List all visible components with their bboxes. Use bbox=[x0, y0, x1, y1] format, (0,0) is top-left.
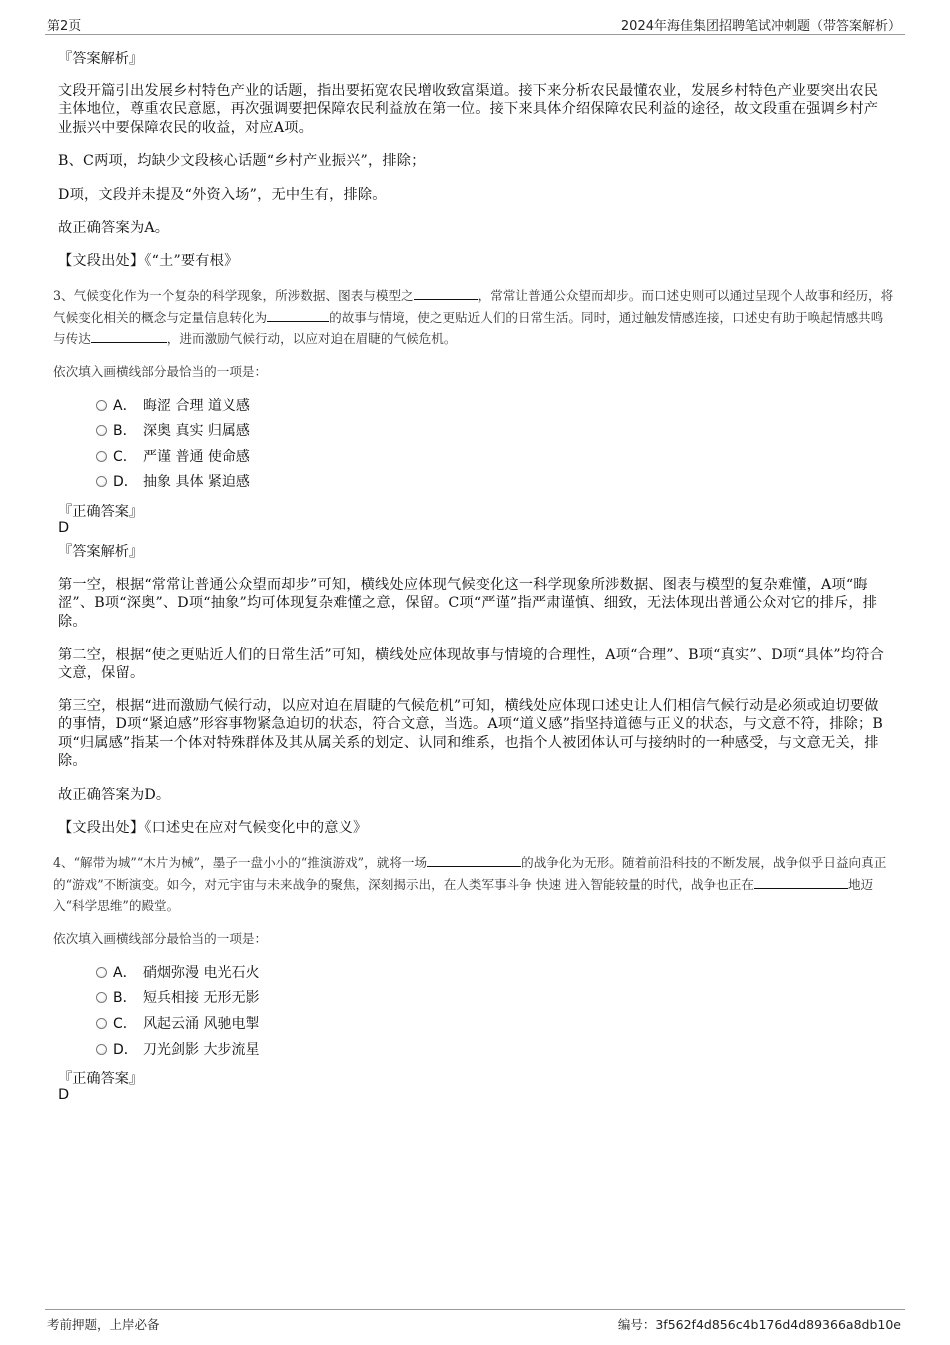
radio-icon[interactable] bbox=[96, 967, 107, 978]
blank-line bbox=[414, 287, 478, 300]
q3-conclusion: 故正确答案为D。 bbox=[58, 787, 171, 803]
blank-line bbox=[427, 854, 521, 867]
radio-icon[interactable] bbox=[96, 451, 107, 462]
q4-correct-answer: D bbox=[58, 1087, 70, 1103]
blank-line bbox=[754, 876, 848, 889]
q3-analysis-paragraph-2: 第二空，根据“使之更贴近人们的日常生活”可知，横线处应体现故事与情境的合理性，A项“合理”、B项“真实”、D项“具体”均符合文意，保留。 bbox=[58, 647, 885, 682]
q3-option-d[interactable]: D． 抽象 具体 紧迫感 bbox=[96, 472, 250, 492]
page-header bbox=[45, 14, 905, 35]
q4-option-c[interactable]: C． 风起云涌 风驰电掣 bbox=[96, 1014, 259, 1034]
page-footer bbox=[45, 1309, 905, 1334]
q4-option-b[interactable]: B． 短兵相接 无形无影 bbox=[96, 988, 259, 1008]
radio-icon[interactable] bbox=[96, 400, 107, 411]
radio-icon[interactable] bbox=[96, 1018, 107, 1029]
page-number: 第2页 bbox=[47, 19, 82, 34]
q3-option-c[interactable]: C． 严谨 普通 使命感 bbox=[96, 447, 250, 467]
q2-analysis-paragraph-2: B、C两项，均缺少文段核心话题“乡村产业振兴”，排除； bbox=[58, 153, 426, 169]
q4-correct-label: 『正确答案』 bbox=[58, 1071, 144, 1087]
blank-line bbox=[267, 309, 329, 322]
q2-source: 【文段出处】《“土”要有根》 bbox=[58, 253, 239, 269]
blank-line bbox=[91, 330, 167, 343]
q2-analysis-paragraph-3: D项，文段并未提及“外资入场”，无中生有，排除。 bbox=[58, 187, 387, 203]
q2-conclusion: 故正确答案为A。 bbox=[58, 220, 170, 236]
radio-icon[interactable] bbox=[96, 1044, 107, 1055]
document-serial: 编号：3f562f4d856c4b176d4d89366a8db10e bbox=[617, 1317, 901, 1332]
q3-analysis-label: 『答案解析』 bbox=[58, 544, 144, 560]
q4-option-d[interactable]: D． 刀光剑影 大步流星 bbox=[96, 1040, 259, 1060]
q2-analysis-label: 『答案解析』 bbox=[58, 51, 144, 67]
radio-icon[interactable] bbox=[96, 992, 107, 1003]
q3-stem: 3、气候变化作为一个复杂的科学现象，所涉数据、图表与模型之 ，常常让普通公众望而却步。而口述史则可以通过呈现个人故事和经历，将气候变化相关的概念与定量信息转化为 的故事与情境，使之更贴近人们的日常生活。同时，通过触发情感连接，口述史有助于唤起情感共鸣与传达 ，进而激励气候行动，以应对迫在眉睫的气候危机。 bbox=[53, 288, 894, 347]
radio-icon[interactable] bbox=[96, 425, 107, 436]
q3-correct-label: 『正确答案』 bbox=[58, 504, 144, 520]
q3-analysis-paragraph-3: 第三空，根据“进而激励气候行动，以应对迫在眉睫的气候危机”可知，横线处应体现口述史让人们相信气候行动是必须或迫切要做的事情，D项“紧迫感”形容事物紧急迫切的状态，符合文意，当选。A项“道义感”指坚持道德与正义的状态，与文意不符，排除；B项“归属感”指某一个体对特殊群体及其从属关系的划定、认同和维系，也指个人被团体认可与接纳时的一种感受，与文意无关，排除。 bbox=[58, 698, 884, 770]
document-title: 2024年海佳集团招聘笔试冲刺题（带答案解析） bbox=[620, 19, 901, 34]
q3-instruction: 依次填入画横线部分最恰当的一项是： bbox=[53, 364, 268, 379]
q4-instruction: 依次填入画横线部分最恰当的一项是： bbox=[53, 931, 268, 946]
q4-option-a[interactable]: A． 硝烟弥漫 电光石火 bbox=[96, 963, 259, 983]
q3-option-b[interactable]: B． 深奥 真实 归属感 bbox=[96, 421, 250, 441]
q3-option-a[interactable]: A． 晦涩 合理 道义感 bbox=[96, 396, 250, 416]
radio-icon[interactable] bbox=[96, 476, 107, 487]
footer-slogan: 考前押题，上岸必备 bbox=[47, 1317, 160, 1332]
q3-analysis-paragraph-1: 第一空，根据“常常让普通公众望而却步”可知，横线处应体现气候变化这一科学现象所涉数据、图表与模型的复杂难懂，A项“晦涩”、B项“深奥”、D项“抽象”均可体现复杂难懂之意，保留。C项“严谨”指严肃谨慎、细致，无法体现出普通公众对它的排斥，排除。 bbox=[58, 577, 878, 630]
q3-correct-answer: D bbox=[58, 520, 70, 536]
q4-stem: 4、“解带为城”“木片为械”，墨子一盘小小的“推演游戏”，就将一场 的战争化为无形。随着前沿科技的不断发展，战争似乎日益向真正的“游戏”不断演变。如今，对元宇宙与未来战争的聚焦，深刻揭示出，在人类军事斗争 快速 进入智能较量的时代，战争也正在 地迈入“科学思维”的殿堂。 bbox=[53, 855, 887, 914]
q2-analysis-paragraph-1: 文段开篇引出发展乡村特色产业的话题，指出要拓宽农民增收致富渠道。接下来分析农民最懂农业，发展乡村特色产业要突出农民主体地位，尊重农民意愿，再次强调要把保障农民利益放在第一位。接下来具体介绍保障农民利益的途径，故文段重在强调乡村产业振兴中要保障农民的收益，对应A项。 bbox=[58, 83, 879, 136]
q3-source: 【文段出处】《口述史在应对气候变化中的意义》 bbox=[58, 820, 368, 836]
